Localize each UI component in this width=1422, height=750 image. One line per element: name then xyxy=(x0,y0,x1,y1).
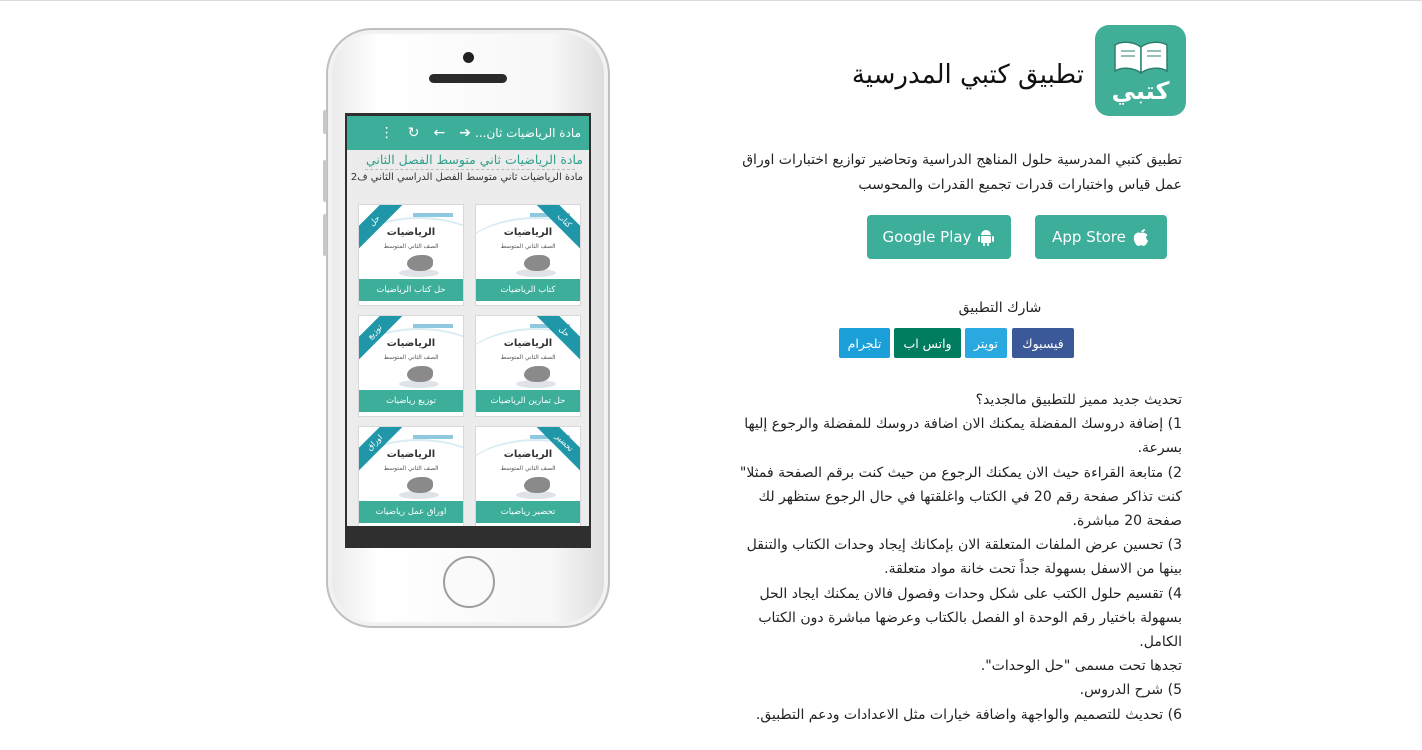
ministry-logo xyxy=(413,435,453,439)
phone-heading: مادة الرياضيات ثاني متوسط الفصل الثاني xyxy=(365,152,583,167)
google-play-label: Google Play xyxy=(882,228,972,246)
facebook-share-button[interactable]: فيسبوك xyxy=(1012,328,1074,358)
phone-mockup xyxy=(326,28,610,628)
book-card[interactable] xyxy=(358,315,464,417)
phone-nav-bar xyxy=(345,526,591,548)
cover-subtitle: الصف الثاني المتوسط xyxy=(383,354,439,361)
phone-volume-up xyxy=(323,160,327,202)
cover-title: الرياضيات xyxy=(503,338,553,349)
card-ribbon: تحضير xyxy=(534,426,581,473)
phone-home-button xyxy=(443,556,495,608)
top-divider xyxy=(0,0,1422,1)
bird-icon xyxy=(524,255,550,271)
news-line: تحديث جديد مميز للتطبيق مالجديد؟ xyxy=(975,392,1182,408)
ministry-logo xyxy=(413,213,453,217)
news-line: 5) شرح الدروس. xyxy=(1079,682,1182,699)
cover-subtitle: الصف الثاني المتوسط xyxy=(383,465,439,472)
book-icon xyxy=(1113,39,1169,75)
card-ribbon: اوراق xyxy=(358,426,405,473)
phone-screen xyxy=(345,113,591,548)
cover-title: الرياضيات xyxy=(386,227,436,238)
app-title: تطبيق كتبي المدرسية xyxy=(851,60,1084,90)
news-line: 6) تحديث للتصميم والواجهة واضافة خيارات مثل الاعدادات ودعم التطبيق. xyxy=(755,706,1182,723)
book-card[interactable] xyxy=(358,426,464,526)
card-label: حل كتاب الرياضيات xyxy=(359,279,463,301)
card-label: كتاب الرياضيات xyxy=(476,279,580,301)
card-label: تحضير رياضيات xyxy=(476,501,580,523)
forward-arrow-icon[interactable]: ➔ xyxy=(459,125,471,141)
book-card[interactable] xyxy=(475,315,581,417)
twitter-share-button[interactable]: تويتر xyxy=(965,328,1007,358)
app-icon-text: كتبي xyxy=(1111,77,1170,105)
app-store-button[interactable] xyxy=(1035,215,1167,259)
phone-camera xyxy=(463,52,474,63)
news-line: 2) متابعة القراءة حيث الان يمكنك الرجوع من حيث كنت برقم الصفحة فمثلا" كنت تذاكر صفحة رقم 20 في الكتاب واغلقتها في حال الرجوع ستظهر لك صفحة 20 مباشرة. xyxy=(739,464,1182,530)
book-card[interactable] xyxy=(358,204,464,306)
phone-volume-down xyxy=(323,214,327,256)
phone-screen-content xyxy=(347,150,589,526)
phone-bar-title: مادة الرياضيات ثان... xyxy=(475,126,581,140)
phone-subheading: مادة الرياضيات ثاني متوسط الفصل الدراسي الثاني ف2 xyxy=(350,172,583,183)
ministry-logo xyxy=(413,324,453,328)
phone-heading-divider xyxy=(365,169,575,170)
google-play-button[interactable] xyxy=(867,215,1011,259)
phone-mute-switch xyxy=(323,110,327,134)
app-store-label: App Store xyxy=(1052,228,1126,246)
cover-title: الرياضيات xyxy=(503,227,553,238)
bird-icon xyxy=(407,477,433,493)
cover-title: الرياضيات xyxy=(386,449,436,460)
refresh-icon[interactable]: ↻ xyxy=(407,125,420,141)
cover-subtitle: الصف الثاني المتوسط xyxy=(500,354,556,361)
phone-app-bar xyxy=(347,116,589,150)
news-line: 3) تحسين عرض الملفات المتعلقة الان بإمكانك إيجاد وحدات الكتاب والتنقل بينها من الاسفل بسهولة جداً تحت خانة مواد متعلقة. xyxy=(746,537,1182,578)
cover-title: الرياضيات xyxy=(503,449,553,460)
card-ribbon: حل xyxy=(534,315,581,362)
news-line: 4) تقسيم حلول الكتب على شكل وحدات وفصول فالان يمكنك ايجاد الحل بسهولة باختيار رقم الوحدة او الفصل بالكتاب وعرضها مباشرة دون الكتاب الكامل. xyxy=(758,585,1182,651)
whats-new-section xyxy=(722,388,1182,727)
card-ribbon: توزيع xyxy=(358,315,405,362)
cover-subtitle: الصف الثاني المتوسط xyxy=(383,243,439,250)
bird-icon xyxy=(524,366,550,382)
news-line: تجدها تحت مسمى "حل الوحدات". xyxy=(980,658,1182,675)
android-icon xyxy=(977,227,995,247)
card-label: اوراق عمل رياضيات xyxy=(359,501,463,523)
card-ribbon: كتاب xyxy=(534,204,581,251)
cover-title: الرياضيات xyxy=(386,338,436,349)
back-arrow-icon[interactable]: ← xyxy=(433,125,446,141)
phone-speaker xyxy=(429,74,507,83)
card-label: حل تمارين الرياضيات xyxy=(476,390,580,412)
card-label: توزيع رياضيات xyxy=(359,390,463,412)
news-line: 1) إضافة دروسك المفضلة يمكنك الان اضافة دروسك للمفضلة والرجوع إليها بسرعة. xyxy=(744,416,1182,457)
book-card[interactable] xyxy=(475,204,581,306)
whatsapp-share-button[interactable]: واتس اب xyxy=(894,328,961,358)
bird-icon xyxy=(407,366,433,382)
telegram-share-button[interactable]: تلجرام xyxy=(839,328,890,358)
bird-icon xyxy=(407,255,433,271)
card-ribbon: حل xyxy=(358,204,405,251)
apple-icon xyxy=(1132,227,1150,247)
more-vert-icon[interactable]: ⋮ xyxy=(379,125,394,141)
app-description: تطبيق كتبي المدرسية حلول المناهج الدراسية وتحاضير توازيع اختبارات اوراق عمل قياس واختبارات قدرات تجميع القدرات والمحوسب xyxy=(742,152,1182,193)
cover-subtitle: الصف الثاني المتوسط xyxy=(500,243,556,250)
cover-subtitle: الصف الثاني المتوسط xyxy=(500,465,556,472)
share-label: شارك التطبيق xyxy=(958,300,1042,316)
book-card[interactable] xyxy=(475,426,581,526)
app-icon xyxy=(1095,25,1186,116)
bird-icon xyxy=(524,477,550,493)
